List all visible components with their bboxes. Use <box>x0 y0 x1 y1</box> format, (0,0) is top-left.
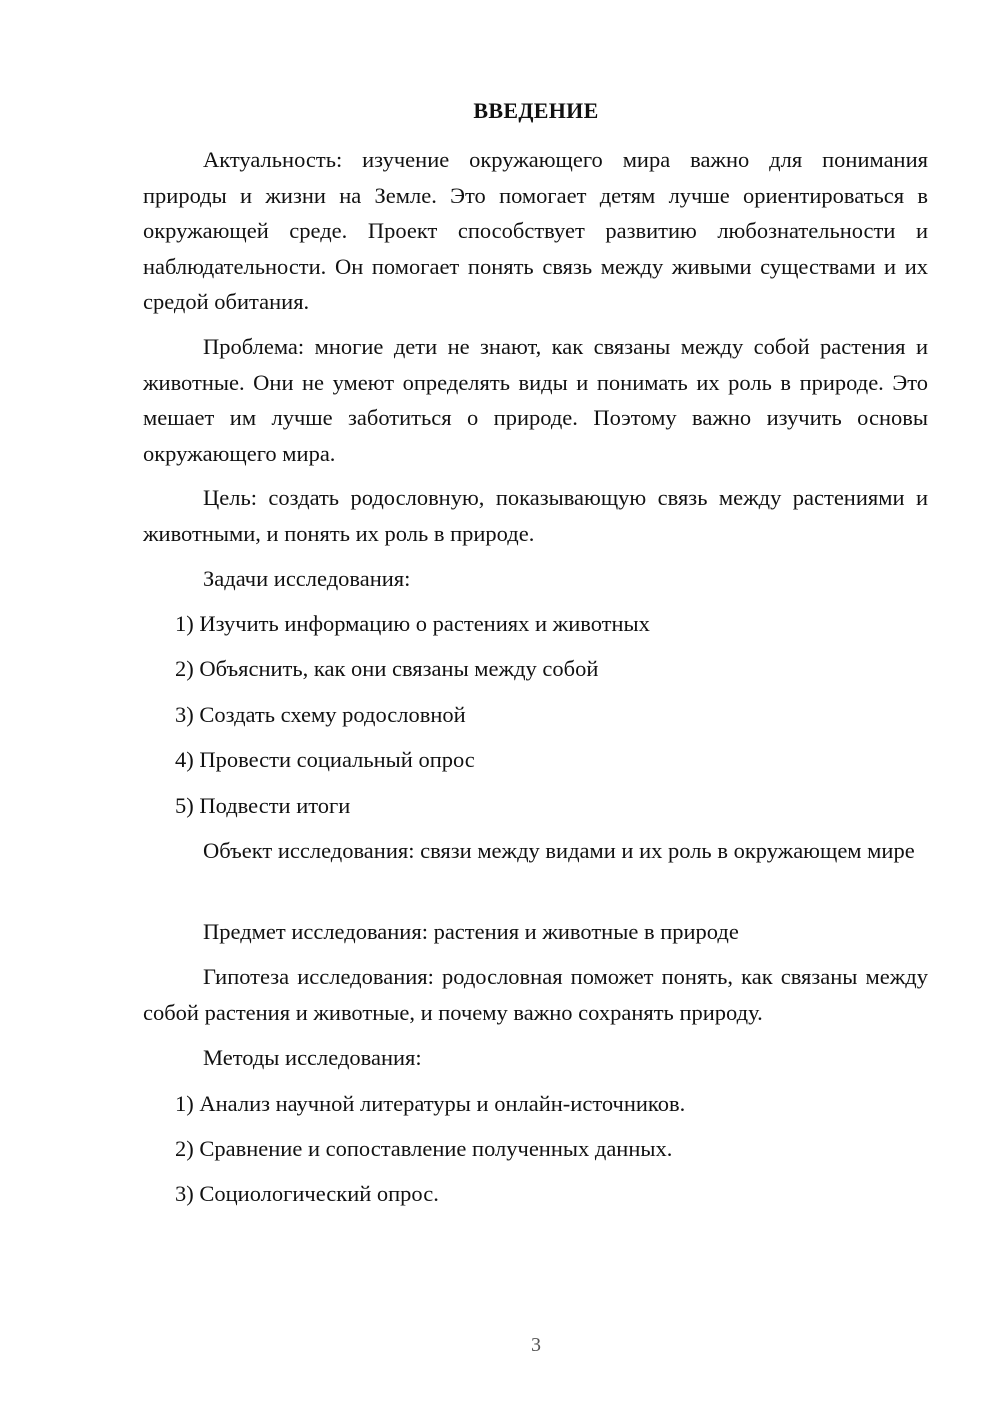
method-item: 3) Социологический опрос. <box>175 1181 439 1206</box>
section-title: ВВЕДЕНИЕ <box>473 98 599 123</box>
goal-paragraph: Цель: создать родословную, показывающую связь между растениями и животными, и понять их роль в природе. <box>143 485 928 546</box>
tasks-heading: Задачи исследования: <box>203 566 411 591</box>
subject-paragraph: Предмет исследования: растения и животные в природе <box>203 919 739 944</box>
task-item: 4) Провести социальный опрос <box>175 747 475 772</box>
relevance-paragraph: Актуальность: изучение окружающего мира важно для понимания природы и жизни на Земле. Это помогает детям лучше ориентироваться в окружающей среде. Проект способствует развитию любознательности и наблюдательности. Он помогает понять связь между живыми существами и их средой обитания. <box>143 147 928 314</box>
task-item: 3) Создать схему родословной <box>175 702 466 727</box>
method-item: 2) Сравнение и сопоставление полученных данных. <box>175 1136 673 1161</box>
task-item: 1) Изучить информацию о растениях и животных <box>175 611 650 636</box>
object-paragraph: Объект исследования: связи между видами и их роль в окружающем мире <box>203 838 915 863</box>
page-number: 3 <box>531 1334 541 1356</box>
hypothesis-paragraph: Гипотеза исследования: родословная поможет понять, как связаны между собой растения и животные, и почему важно сохранять природу. <box>143 964 928 1025</box>
task-item: 2) Объяснить, как они связаны между собой <box>175 656 599 681</box>
methods-heading: Методы исследования: <box>203 1045 422 1070</box>
method-item: 1) Анализ научной литературы и онлайн-источников. <box>175 1091 686 1116</box>
problem-paragraph: Проблема: многие дети не знают, как связаны между собой растения и животные. Они не умеют определять виды и понимать их роль в природе. Это мешает им лучше заботиться о природе. Поэтому важно изучить основы окружающего мира. <box>143 334 928 466</box>
task-item: 5) Подвести итоги <box>175 793 351 818</box>
